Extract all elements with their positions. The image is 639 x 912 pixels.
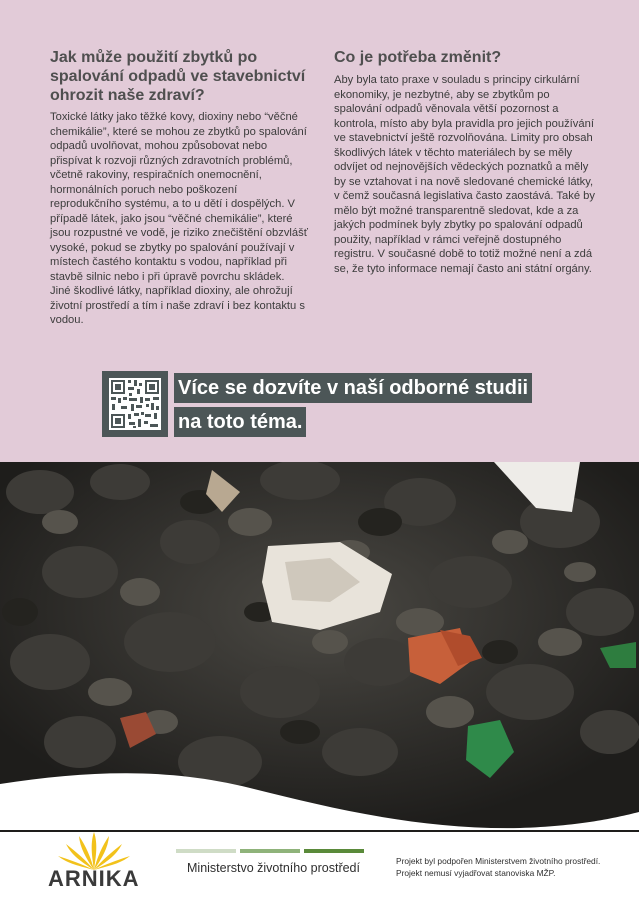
change-needed-section <box>334 48 600 276</box>
ministry-name: Ministerstvo životního prostředí <box>187 861 360 875</box>
health-risk-heading: Jak může použití zbytků po spalování odpadů ve stavebnictví ohrozit naše zdraví? <box>50 49 306 104</box>
funding-note-line-1: Projekt byl podpořen Ministerstvem životního prostředí. <box>396 856 601 866</box>
study-link-line-1[interactable]: Více se dozvíte v naší odborné studii <box>174 373 532 403</box>
study-link-line-2[interactable]: na toto téma. <box>174 407 306 437</box>
qr-code[interactable] <box>102 371 168 437</box>
ministry-logo-bars <box>176 849 364 853</box>
change-needed-heading: Co je potřeba změnit? <box>334 49 502 66</box>
health-risk-section <box>50 48 308 328</box>
arnika-logo-text: ARNIKA <box>48 866 140 891</box>
funding-note <box>396 855 600 879</box>
change-needed-text: Aby byla tato praxe v souladu s principy cirkulární ekonomiky, je nezbytné, aby se zbytkům po spalování odpadů věnovala větší pozornost a kontrola, místo aby byla pravidla pro jejich používání ve stavebnictví ještě rozvolňována. Limity pro obsah škodlivých látek v těchto materiálech by se měly odvíjet od nejnovějších vědeckých poznatků a měly by se vztahovat i na nově sledované chemické látky, v čemž současná legislativa často zaostává. Také by mělo být možné transparentně sledovat, kde a za jakých podmínek byly zbytky po spalování odpadů použity, například v rámci veřejně dostupného registru. V současné době to totiž možné není a zdá se, že tyto informace nemají často ani státní orgány. <box>334 74 595 275</box>
funding-note-line-2: Projekt nemusí vyjadřovat stanoviska MŽP. <box>396 868 556 878</box>
health-risk-text: Toxické látky jako těžké kovy, dioxiny nebo “věčné chemikálie”, které se mohou ze zbytků po spalování odpadů uvolňovat, mohou způsobovat nebo přispívat k rozvoji různých zdravotních problémů, včetně rakoviny, respiračních onemocnění, hormonálních poruch nebo poškození reprodukčního systému, a to u dětí i dospělých. V případě látek, jako jsou “věčné chemikálie”, které jsou rozpustné ve vodě, je riziko znečištění obzvlášť vysoké, pokud se zbytky po spalování používají v místech častého kontaktu s vodou, například při stavbě silnic nebo i při úpravě povrchu skládek. Jiné škodlivé látky, například dioxiny, ale ohrožují životní prostředí a tím i naše zdraví i bez kontaktu s vodou. <box>50 111 308 326</box>
qr-code-icon <box>109 378 161 430</box>
